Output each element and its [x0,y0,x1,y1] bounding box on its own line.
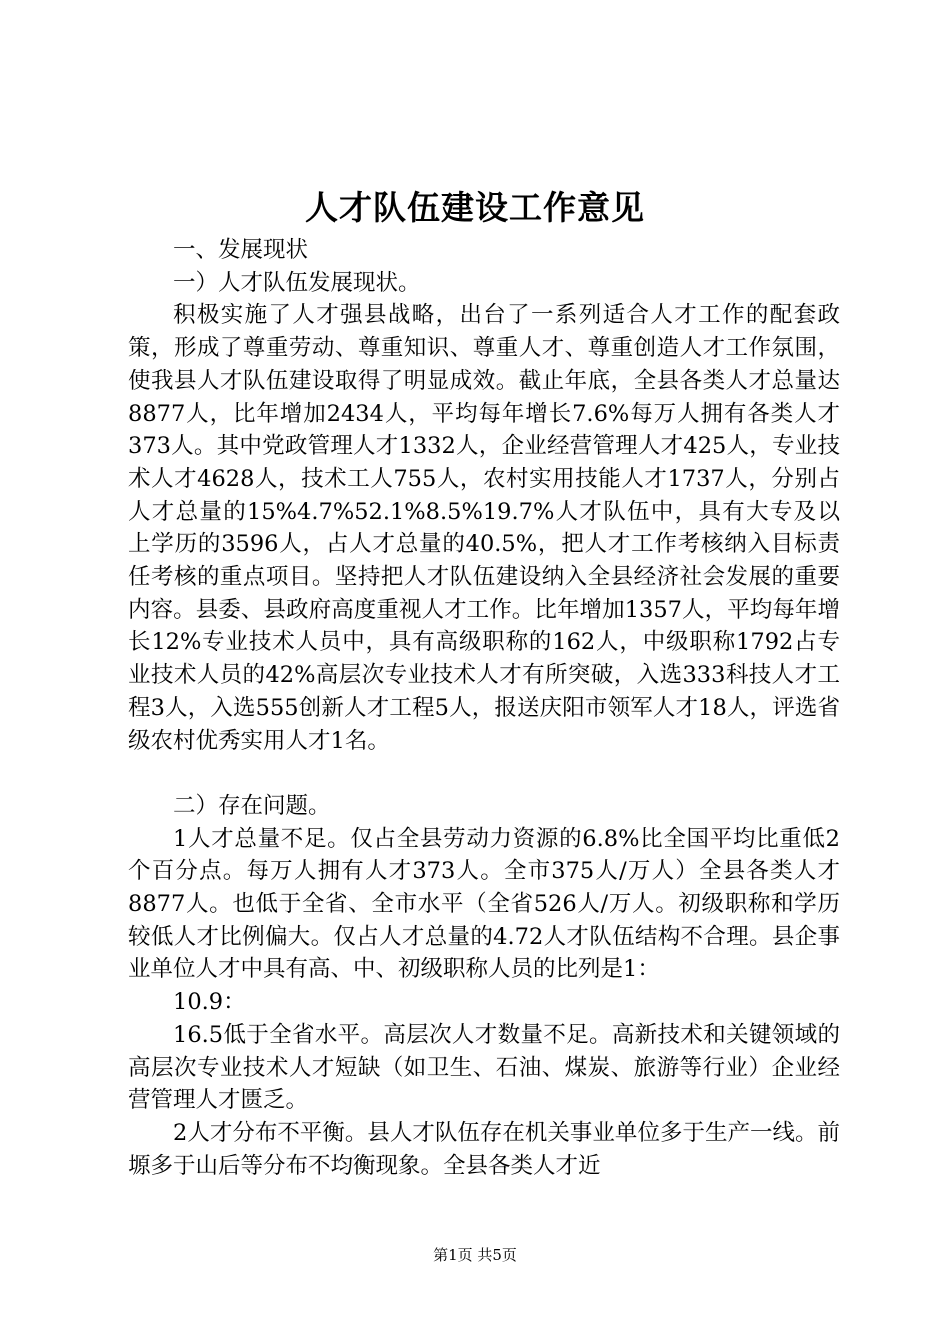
section-heading: 一、发展现状 [173,237,309,263]
document-title: 人才队伍建设工作意见 [305,188,645,227]
body-paragraph: 积极实施了人才强县战略，出台了一系列适合人才工作的配套政策，形成了尊重劳动、尊重知识、尊重人才、尊重创造人才工作氛围，使我县人才队伍建设取得了明显成效。截止年底，全县各类人才总量达8877人，比年增加2434人，平均每年增长7.6%每万人拥有各类人才373人。其中党政管理人才1332人，企业经营管理人才425人，专业技术人才4628人，技术工人755人，农村实用技能人才1737人，分别占人才总量的15%4.7%52.1%8.5%19.7%人才队伍中，具有大专及以上学历的3596人，占人才总量的40.5%，把人才工作考核纳入目标责任考核的重点项目。坚持把人才队伍建设纳入全县经济社会发展的重要内容。县委、县政府高度重视人才工作。比年增加1357人，平均每年增长12%专业技术人员中，具有高级职称的162人，中级职称1792占专业技术人员的42%高层次专业技术人才有所突破，入选333科技人才工程3人，入选555创新人才工程5人，报送庆阳市领军人才18人，评选省级农村优秀实用人才1名。 [128,302,840,754]
subsection-heading: 二）存在问题。 [173,792,331,819]
subsection-heading: 一）人才队伍发展现状。 [173,269,421,296]
body-paragraph: 2人才分布不平衡。县人才队伍存在机关事业单位多于生产一线。前塬多于山后等分布不均衡现象。全县各类人才近 [128,1119,840,1179]
body-paragraph: 1人才总量不足。仅占全县劳动力资源的6.8%比全国平均比重低2个百分点。每万人拥有人才373人。全市375人/万人）全县各类人才8877人。也低于全省、全市水平（全省526人/万人。初级职称和学历较低人才比例偏大。仅占人才总量的4.72人才队伍结构不合理。县企事业单位人才中具有高、中、初级职称人员的比列是1： [128,825,840,983]
body-paragraph: 10.9： [173,989,246,1016]
page-footer: 第1页 共5页 [433,1246,517,1264]
body-paragraph: 16.5低于全省水平。高层次人才数量不足。高新技术和关键领域的高层次专业技术人才短缺（如卫生、石油、煤炭、旅游等行业）企业经营管理人才匮乏。 [128,1021,840,1114]
paragraph-gap [128,757,840,790]
document-body [128,234,840,1182]
